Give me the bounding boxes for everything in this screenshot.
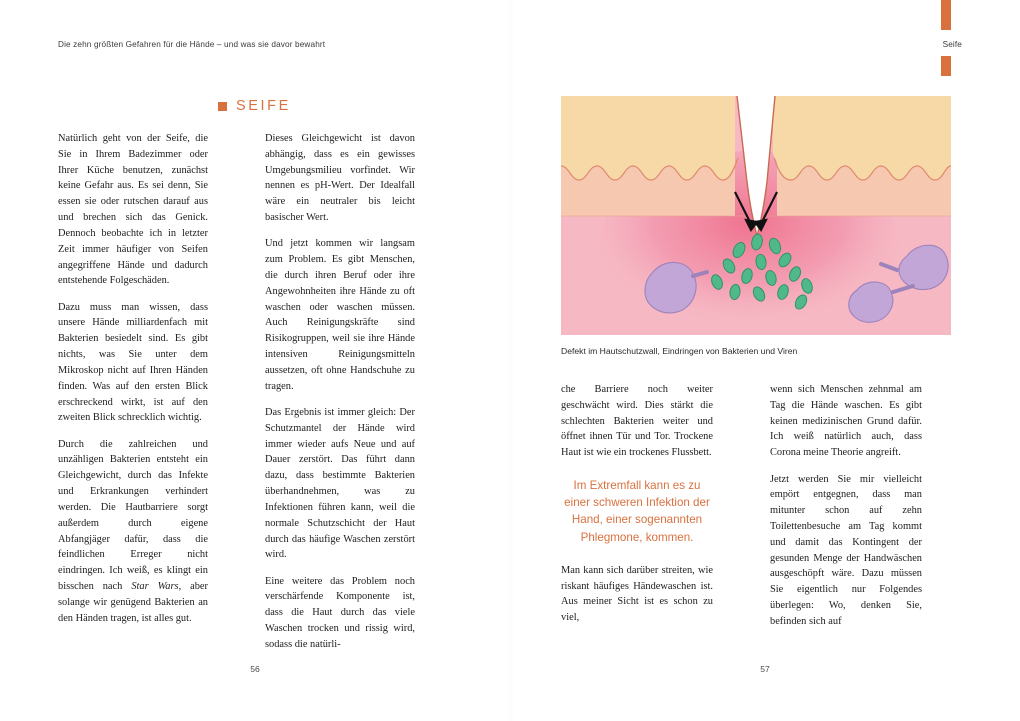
paragraph: Eine weitere das Problem noch verschärfende Komponente ist, dass die Haut durch das viele Waschen trocken und rissig wird, sodass die natürli- (265, 575, 415, 650)
chapter-marker-top (941, 0, 951, 30)
left-column-1 (58, 131, 208, 626)
paragraph: Dazu muss man wissen, dass unsere Hände milliardenfach mit Bakterien besiedelt sind. Es gibt nichts, was Sie unter dem Mikroskop nicht auf Ihren Händen finden. Was auf den ersten Blick erschreckend wirkt, ist auf den zweiten Blick schrecklich wichtig. (58, 301, 208, 424)
paragraph: Man kann sich darüber streiten, wie riskant häufiges Händewaschen ist. Aus meiner Sicht ist es schon zu viel, (561, 564, 713, 624)
paragraph: che Barriere noch weiter geschwächt wird. Dies stärkt die schlechten Bakterien weiter und öffnet ihnen Tür und Tor. Trockene Haut ist wie ein trockenes Flussbett. (561, 384, 713, 459)
paragraph: Jetzt werden Sie mir vielleicht empört entgegnen, dass man mitunter schon auf zehn Toilettenbesuche am Tag kommt und damit das Kontingent der gesunden Menge der Handwäschen ausgeschöpft wäre. Dazu müssen Sie eigentlich nur Folgendes überlegen: Wo, denken Sie, befinden sich auf (770, 473, 922, 627)
paragraph: Natürlich geht von der Seife, die Sie in Ihrem Badezimmer oder Ihrer Küche benutzen, zunächst keine Gefahr aus. Es sei denn, Sie essen sie oder rutschen darauf aus und brechen sich das Genick. Dennoch beobachte ich in letzter Zeit immer häufiger von Seifen angegriffene Hände und dadurch entstehende Folgeschäden. (58, 133, 208, 287)
page-title: SEIFE (236, 98, 291, 114)
square-bullet-icon (218, 102, 227, 111)
running-head-left: Die zehn größten Gefahren für die Hände – und was sie davor bewahrt (58, 40, 326, 49)
running-head-right: Seife (942, 40, 962, 49)
paragraph: Durch die zahlreichen und unzähligen Bakterien entsteht ein Gleichgewicht, durch das Infekte und Erkrankungen verhindert werden. Die Hautbarriere sorgt außerdem durch eigene Abfangjäger dafür, dass die feindlichen Erreger nicht eindringen. Ich weiß, es klingt ein bisschen nach Star Wars, aber solange wir genügend Bakterien an den Händen tragen, ist alles gut. (58, 438, 209, 624)
gutter-shadow (506, 0, 514, 721)
paragraph: wenn sich Menschen zehnmal am Tag die Hände waschen. Es gibt keinen medizinischen Grund dafür. Ich weiß natürlich auch, dass Corona meine Theorie angreift. (770, 384, 922, 459)
paragraph: Das Ergebnis ist immer gleich: Der Schutzmantel der Hände wird immer wieder aufs Neue und auf Dauer zerstört. Das führt dann dazu, dass bestimmte Bakterien überhandnehmen, was zu Infektionen führen kann, weil die normale Schutzschicht der Haut durch das häufige Waschen zerstört wird. (265, 407, 415, 561)
pull-quote: Im Extremfall kann es zu einer schweren Infektion der Hand, einer sogenannten Phlegmone, kommen. (564, 479, 710, 544)
chapter-heading (218, 98, 291, 114)
right-column-2 (770, 382, 922, 630)
skin-barrier-defect-illustration (561, 96, 951, 335)
figure-caption: Defekt im Hautschutzwall, Eindringen von Bakterien und Viren (561, 346, 798, 356)
chapter-marker-bottom (941, 56, 951, 76)
paragraph: Dieses Gleichgewicht ist davon abhängig, dass es ein gewisses Umgebungsmilieu vorfindet. Wir nennen es pH-Wert. Der Idealfall wäre ein neutraler bis leicht basischer Wert. (265, 133, 415, 224)
paragraph: Und jetzt kommen wir langsam zum Problem. Es gibt Menschen, die durch ihren Beruf oder ihre Angewohnheiten ihre Hände zu oft waschen oder waschen müssen. Auch Reinigungskräfte sind Risikogruppen, weil sie ihre Hände intensiven Reinigungsmitteln aussetzen, oft ohne Handschuhe zu tragen. (265, 238, 415, 392)
right-column-1 (561, 382, 713, 626)
folio-right: 57 (760, 664, 770, 674)
folio-left: 56 (250, 664, 260, 674)
left-column-2 (265, 131, 415, 653)
